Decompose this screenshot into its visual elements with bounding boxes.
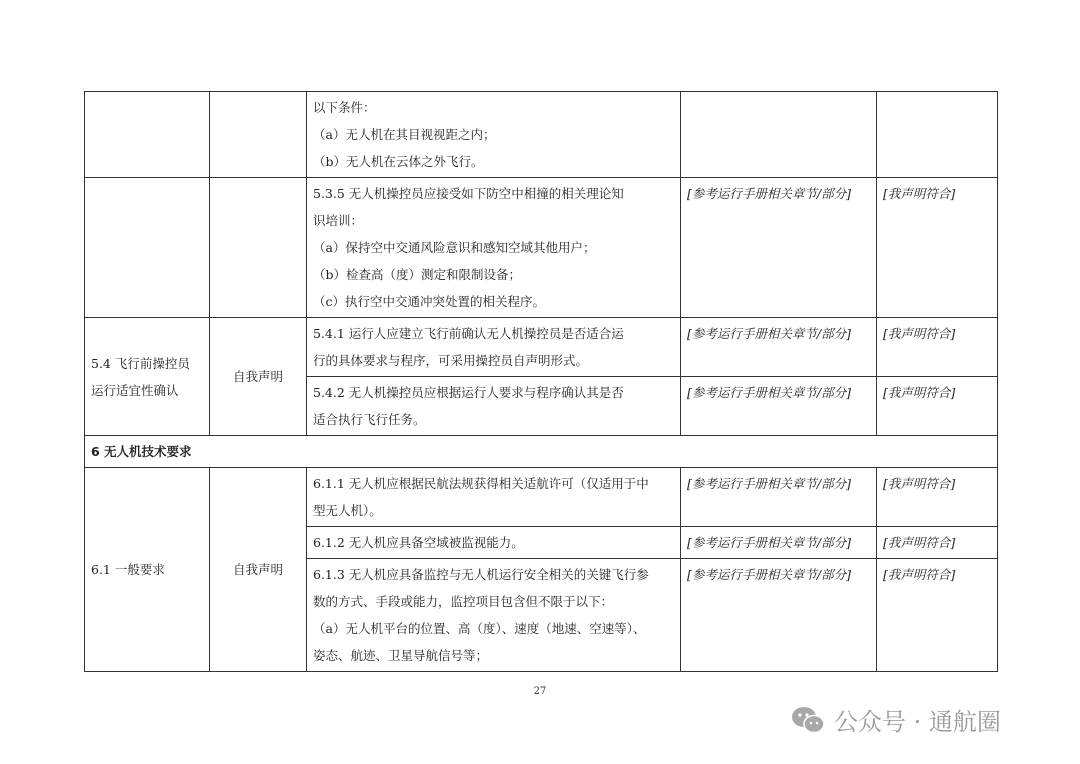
requirement-line: （a）保持空中交通风险意识和感知空域其他用户； xyxy=(313,240,596,255)
requirement-line: 以下条件： xyxy=(313,100,376,115)
requirement-line: 5.4.2 无人机操控员应根据运行人要求与程序确认其是否 xyxy=(313,385,624,400)
requirement-cell xyxy=(307,318,681,377)
reference-cell: [参考运行手册相关章节/部分] xyxy=(681,468,877,527)
method-cell xyxy=(210,178,307,318)
requirement-line: 6.1.3 无人机应具备监控与无人机运行安全相关的关键飞行参 xyxy=(313,567,649,582)
method-cell: 自我声明 xyxy=(210,318,307,436)
declaration-cell: [我声明符合] xyxy=(877,318,998,377)
method-cell xyxy=(210,92,307,178)
reference-cell: [参考运行手册相关章节/部分] xyxy=(681,318,877,377)
requirement-cell xyxy=(307,468,681,527)
declaration-cell: [我声明符合] xyxy=(877,178,998,318)
table-row xyxy=(85,318,998,377)
requirement-cell xyxy=(307,559,681,672)
reference-cell: [参考运行手册相关章节/部分] xyxy=(681,377,877,436)
requirement-cell xyxy=(307,377,681,436)
requirement-line: （a）无人机在其目视视距之内； xyxy=(313,127,496,142)
watermark xyxy=(790,702,1001,737)
clause-title: 运行适宜性确认 xyxy=(91,382,179,398)
wechat-icon xyxy=(790,705,826,735)
requirement-line: （b）检查高（度）测定和限制设备； xyxy=(313,267,522,282)
clause-cell xyxy=(85,92,210,178)
requirement-cell xyxy=(307,92,681,178)
clause-title: 5.4 飞行前操控员 xyxy=(91,355,190,371)
declaration-cell: [我声明符合] xyxy=(877,377,998,436)
reference-cell: [参考运行手册相关章节/部分] xyxy=(681,178,877,318)
table-row xyxy=(85,468,998,527)
requirement-line: 姿态、航迹、卫星导航信号等； xyxy=(313,648,489,663)
requirement-cell xyxy=(307,178,681,318)
requirement-line: （c）执行空中交通冲突处置的相关程序。 xyxy=(313,294,546,309)
reference-cell: [参考运行手册相关章节/部分] xyxy=(681,527,877,559)
section-title: 6 无人机技术要求 xyxy=(85,436,998,468)
requirement-line: 识培训： xyxy=(313,213,364,228)
requirement-line: （a）无人机平台的位置、高（度）、速度（地速、空速等）、 xyxy=(313,621,646,636)
watermark-text: 公众号 · 通航圈 xyxy=(834,708,1001,736)
requirement-line: 行的具体要求与程序，可采用操控员自声明形式。 xyxy=(313,353,589,368)
reference-cell: [参考运行手册相关章节/部分] xyxy=(681,559,877,672)
clause-cell xyxy=(85,318,210,436)
declaration-cell xyxy=(877,92,998,178)
declaration-cell: [我声明符合] xyxy=(877,468,998,527)
declaration-cell: [我声明符合] xyxy=(877,527,998,559)
requirement-line: 6.1.1 无人机应根据民航法规获得相关适航许可（仅适用于中 xyxy=(313,476,649,491)
table-row xyxy=(85,92,998,178)
method-cell: 自我声明 xyxy=(210,468,307,672)
requirement-line: （b）无人机在云体之外飞行。 xyxy=(313,154,484,169)
requirement-line: 5.3.5 无人机操控员应接受如下防空中相撞的相关理论知 xyxy=(313,186,624,201)
page-number: 27 xyxy=(533,686,547,697)
section-header-row xyxy=(85,436,998,468)
requirement-line: 型无人机）。 xyxy=(313,503,382,518)
requirements-table xyxy=(84,91,998,672)
requirement-line: 5.4.1 运行人应建立飞行前确认无人机操控员是否适合运 xyxy=(313,326,624,341)
table-row xyxy=(85,178,998,318)
requirement-line: 适合执行飞行任务。 xyxy=(313,412,426,427)
clause-cell: 6.1 一般要求 xyxy=(85,468,210,672)
declaration-cell: [我声明符合] xyxy=(877,559,998,672)
reference-cell xyxy=(681,92,877,178)
requirement-cell xyxy=(307,527,681,559)
clause-cell xyxy=(85,178,210,318)
requirement-line: 数的方式、手段或能力，监控项目包含但不限于以下： xyxy=(313,594,614,609)
requirement-line: 6.1.2 无人机应具备空域被监视能力。 xyxy=(313,535,524,550)
